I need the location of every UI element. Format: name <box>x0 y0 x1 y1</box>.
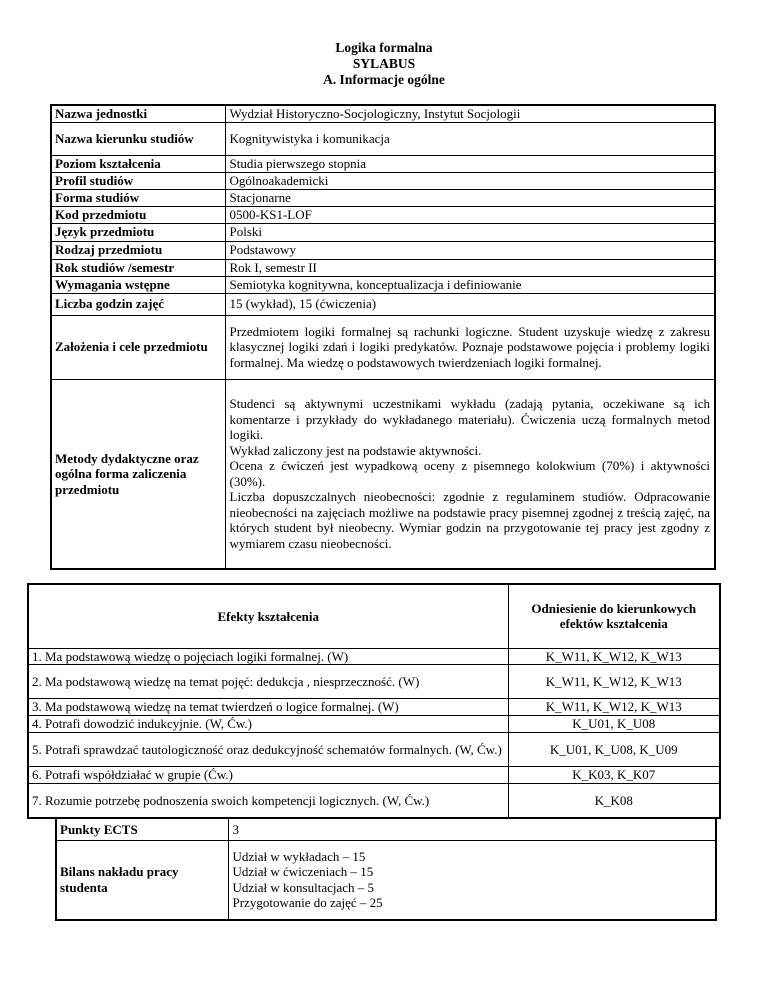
info-label: Założenia i cele przedmiotu <box>51 315 225 379</box>
table-row <box>51 379 715 569</box>
info-value: Wydział Historyczno-Socjologiczny, Instytut Socjologii <box>225 105 715 122</box>
methods-paragraph: Ocena z ćwiczeń jest wypadkową oceny z pisemnego kolokwium (70%) i aktywności (30%). <box>229 458 710 489</box>
info-value: Przedmiotem logiki formalnej są rachunki logiczne. Student uzyskuje wiedzę z zakresu klasycznej logiki zdań i logiki predykatów. Poznaje podstawowe pojęcia i problemy logiki formalnej. Ma wiedzę o podstawowych twierdzeniach logiki formalnej. <box>225 315 715 379</box>
table-row <box>28 665 720 699</box>
ects-value: 3 <box>228 818 716 840</box>
methods-label: Metody dydaktyczne oraz ogólna forma zaliczenia przedmiotu <box>51 379 225 569</box>
effect-text: 7. Rozumie potrzebę podnoszenia swoich kompetencji logicznych. (W, Ćw.) <box>28 784 508 818</box>
table-row <box>51 223 715 241</box>
table-row <box>51 122 715 155</box>
effect-text: 4. Potrafi dowodzić indukcyjnie. (W, Ćw.) <box>28 716 508 733</box>
info-label: Rok studiów /semestr <box>51 259 225 276</box>
workload-item: Udział w ćwiczeniach – 15 <box>232 864 374 880</box>
table-row <box>28 784 720 818</box>
table-row <box>28 648 720 665</box>
table-row <box>28 733 720 767</box>
table-row <box>28 584 720 648</box>
info-value: Kognitywistyka i komunikacja <box>225 122 715 155</box>
table-row <box>28 767 720 784</box>
table-row <box>51 206 715 223</box>
ects-table <box>55 817 717 921</box>
effects-table <box>27 583 721 819</box>
info-value: Podstawowy <box>225 241 715 259</box>
info-label: Język przedmiotu <box>51 223 225 241</box>
workload-item: Przygotowanie do zajęć – 25 <box>232 895 383 911</box>
general-info-table <box>50 104 716 570</box>
info-value: 0500-KS1-LOF <box>225 206 715 223</box>
methods-paragraph: Wykład zaliczony jest na podstawie aktywności. <box>229 442 482 458</box>
info-label: Wymagania wstępne <box>51 276 225 293</box>
table-row <box>51 189 715 206</box>
section-heading: A. Informacje ogólne <box>323 72 445 87</box>
table-row <box>51 105 715 122</box>
info-label: Rodzaj przedmiotu <box>51 241 225 259</box>
info-label: Nazwa kierunku studiów <box>51 122 225 155</box>
effect-ref: K_K03, K_K07 <box>508 767 720 784</box>
effect-text: 3. Ma podstawową wiedzę na temat twierdzeń o logice formalnej. (W) <box>28 699 508 716</box>
effect-ref: K_W11, K_W12, K_W13 <box>508 648 720 665</box>
table-row <box>51 315 715 379</box>
info-label: Profil studiów <box>51 172 225 189</box>
effects-header: Efekty kształcenia <box>28 584 508 648</box>
effect-ref: K_U01, K_U08, K_U09 <box>508 733 720 767</box>
effect-ref: K_U01, K_U08 <box>508 716 720 733</box>
table-row <box>56 840 716 920</box>
document-subtitle: SYLABUS <box>352 56 416 71</box>
info-label: Poziom kształcenia <box>51 155 225 172</box>
table-row <box>51 172 715 189</box>
reference-header: Odniesienie do kierunkowych efektów kształcenia <box>508 584 720 648</box>
info-label: Liczba godzin zajęć <box>51 293 225 315</box>
table-row <box>51 276 715 293</box>
workload-value <box>228 840 716 920</box>
workload-item: Udział w wykładach – 15 <box>232 848 366 864</box>
table-row <box>51 259 715 276</box>
effect-ref: K_K08 <box>508 784 720 818</box>
methods-paragraph: Liczba dopuszczalnych nieobecności: zgodnie z regulaminem studiów. Odpracowanie nieobecności na zajęciach możliwe na podstawie pracy pisemnej zgodnej z treścią zajęć, na których student był nieobecny. Wymiar godzin na przygotowanie tej pracy jest zgodny z wymiarem czasu nieobecności. <box>229 489 710 551</box>
info-value: 15 (wykład), 15 (ćwiczenia) <box>225 293 715 315</box>
info-label: Kod przedmiotu <box>51 206 225 223</box>
table-row <box>28 699 720 716</box>
table-row <box>28 716 720 733</box>
info-value: Rok I, semestr II <box>225 259 715 276</box>
info-label: Forma studiów <box>51 189 225 206</box>
info-value: Semiotyka kognitywna, konceptualizacja i definiowanie <box>225 276 715 293</box>
table-row <box>51 155 715 172</box>
effect-text: 6. Potrafi współdziałać w grupie (Ćw.) <box>28 767 508 784</box>
methods-paragraph: Studenci są aktywnymi uczestnikami wykładu (zadają pytania, oczekiwane są ich komentarze i przykłady do wykładanego materiału). Ćwiczenia uczą formalnych metod logiki. <box>229 396 710 443</box>
table-row <box>56 818 716 840</box>
info-value: Stacjonarne <box>225 189 715 206</box>
workload-item: Udział w konsultacjach – 5 <box>232 879 375 895</box>
info-value: Ogólnoakademicki <box>225 172 715 189</box>
workload-label: Bilans nakładu pracy studenta <box>56 840 228 920</box>
effect-text: 5. Potrafi sprawdzać tautologiczność oraz dedukcyjność schematów formalnych. (W, Ćw.) <box>28 733 508 767</box>
info-value: Studia pierwszego stopnia <box>225 155 715 172</box>
effect-ref: K_W11, K_W12, K_W13 <box>508 665 720 699</box>
effect-text: 1. Ma podstawową wiedzę o pojęciach logiki formalnej. (W) <box>28 648 508 665</box>
document-title: Logika formalna <box>335 40 433 55</box>
effect-ref: K_W11, K_W12, K_W13 <box>508 699 720 716</box>
effect-text: 2. Ma podstawową wiedzę na temat pojęć: dedukcja , niesprzeczność. (W) <box>28 665 508 699</box>
info-label: Nazwa jednostki <box>51 105 225 122</box>
methods-value <box>225 379 715 569</box>
table-row <box>51 241 715 259</box>
ects-label: Punkty ECTS <box>56 818 228 840</box>
info-value: Polski <box>225 223 715 241</box>
table-row <box>51 293 715 315</box>
